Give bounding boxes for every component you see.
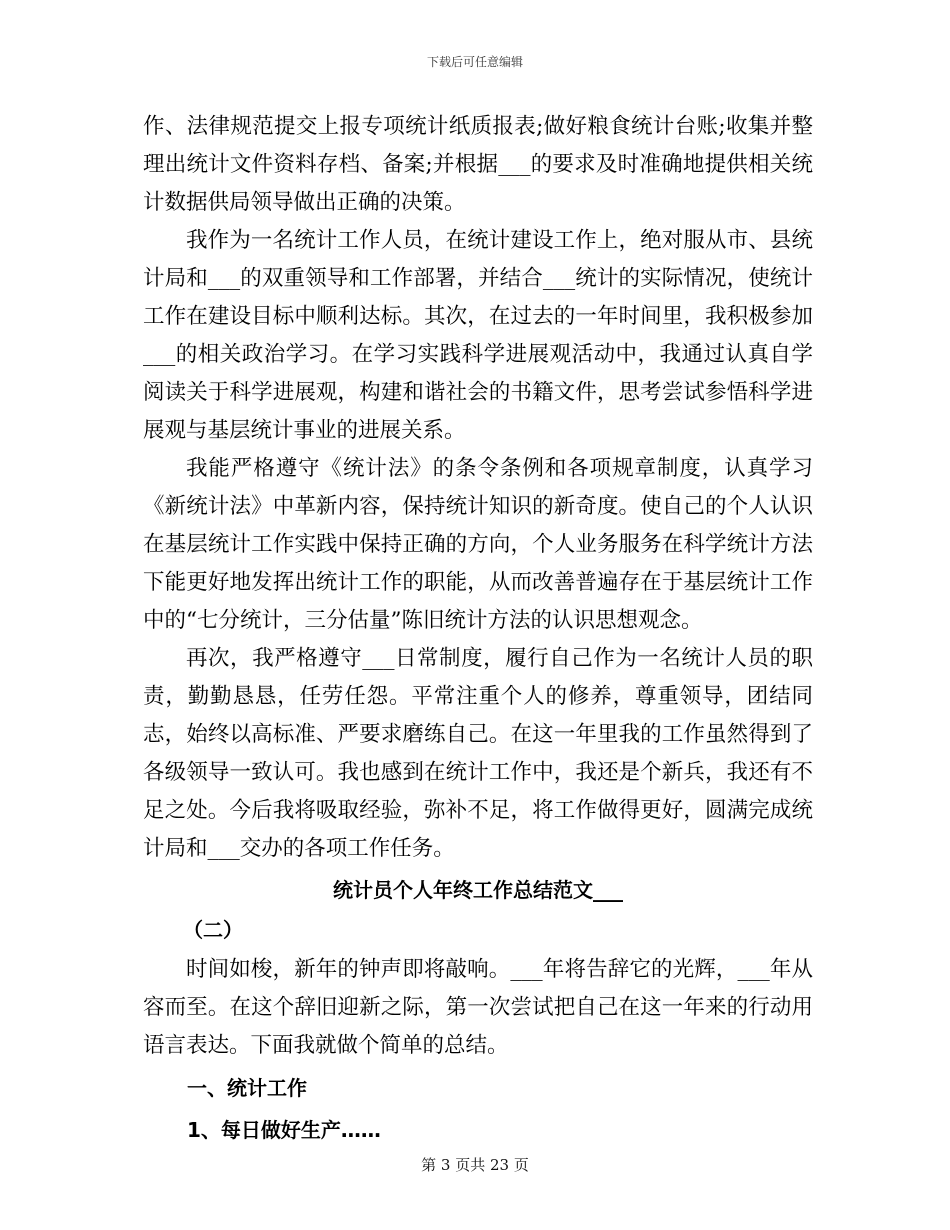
paragraph-3: 我能严格遵守《统计法》的条令条例和各项规章制度，认真学习《新统计法》中革新内容，保持统计知识的新奇度。使自己的个人认识在基层统计工作实践中保持正确的方向，个人业务服务在科学统计方法下能更好地发挥出统计工作的职能，从而改善普遍存在于基层统计工作中的“七分统计，三分估量”陈旧统计方法的认识思想观念。	[143, 456, 813, 633]
section-subtitle: （二）	[183, 918, 243, 942]
paragraph-2: 我作为一名统计工作人员，在统计建设工作上，绝对服从市、县统计局和___的双重领导和工作部署，并结合___统计的实际情况，使统计工作在建设目标中顺利达标。其次，在过去的一年时间里，我积极参加___的相关政治学习。在学习实践科学进展观活动中，我通过认真自学阅读关于科学进展观，构建和谐社会的书籍文件，思考尝试参悟科学进展观与基层统计事业的进展关系。	[143, 228, 813, 443]
paragraph-4: 再次，我严格遵守___日常制度，履行自己作为一名统计人员的职责，勤勤恳恳，任劳任怨。平常注重个人的修养，尊重领导，团结同志，始终以高标准、严要求磨练自己。在这一年里我的工作虽然得到了各级领导一致认可。我也感到在统计工作中，我还是个新兵，我还有不足之处。今后我将吸取经验，弥补不足，将工作做得更好，圆满完成统计局和___交办的各项工作任务。	[143, 646, 813, 861]
section-title: 统计员个人年终工作总结范文___	[333, 878, 623, 902]
paragraph-5: 时间如梭，新年的钟声即将敲响。___年将告辞它的光辉，___年从容而至。在这个辞旧迎新之际，第一次尝试把自己在这一年来的行动用语言表达。下面我就做个简单的总结。	[143, 957, 813, 1058]
page-number: 第 3 页共 23 页	[421, 1156, 529, 1174]
paragraph-1: 作、法律规范提交上报专项统计纸质报表;做好粮食统计台账;收集并整理出统计文件资料存档、备案;并根据___的要求及时准确地提供相关统计数据供局领导做出正确的决策。	[143, 114, 813, 215]
heading-daily-production: 1、每日做好生产……	[187, 1118, 381, 1142]
page-header: 下载后可任意编辑	[426, 55, 523, 69]
document-body	[143, 108, 813, 1149]
heading-statistics-work: 一、统计工作	[187, 1076, 307, 1100]
